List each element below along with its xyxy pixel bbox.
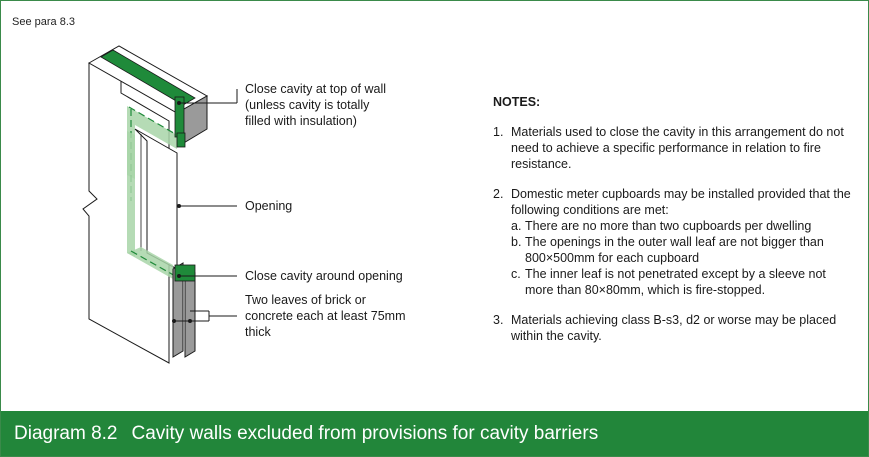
para-reference: See para 8.3 xyxy=(12,16,75,28)
caption-number: Diagram 8.2 xyxy=(14,423,118,444)
diagram-caption xyxy=(14,423,598,445)
note-sub-item: c. The inner leaf is not penetrated except by a sleeve not more than 80×80mm, which is fire-stopped. xyxy=(511,267,826,297)
callout-around-opening: Close cavity around opening xyxy=(245,269,403,283)
callout-leaves: Two leaves of brick or concrete each at least 75mm thick xyxy=(245,293,406,339)
notes-panel xyxy=(493,94,853,358)
notes-title: NOTES: xyxy=(493,95,541,109)
note-sub-item: b. The openings in the outer wall leaf are not bigger than 800×500mm for each cupboard xyxy=(511,235,824,265)
note-sub-item: a. There are no more than two cupboards per dwelling xyxy=(511,219,812,233)
callout-top-barrier: Close cavity at top of wall (unless cavity is totally filled with insulation) xyxy=(245,82,387,128)
note-item: 1. Materials used to close the cavity in this arrangement do not need to achieve a specific performance in relation to fire resistance. xyxy=(493,125,844,171)
caption-title: Cavity walls excluded from provisions for cavity barriers xyxy=(131,423,599,444)
callout-opening: Opening xyxy=(245,199,293,213)
caption-bar xyxy=(1,411,868,456)
note-item: 2. Domestic meter cupboards may be installed provided that the following conditions are met: a. There are no more than two cupboards per dwelling b. The openings in the outer wall leaf are not bigger than 800×500mm for each cupboard c. The inner leaf is not penetrated except by a sleeve not more than 80×80mm, which is fire-stopped. xyxy=(493,186,853,298)
note-item: 3. Materials achieving class B-s3, d2 or worse may be placed within the cavity. xyxy=(493,313,837,343)
